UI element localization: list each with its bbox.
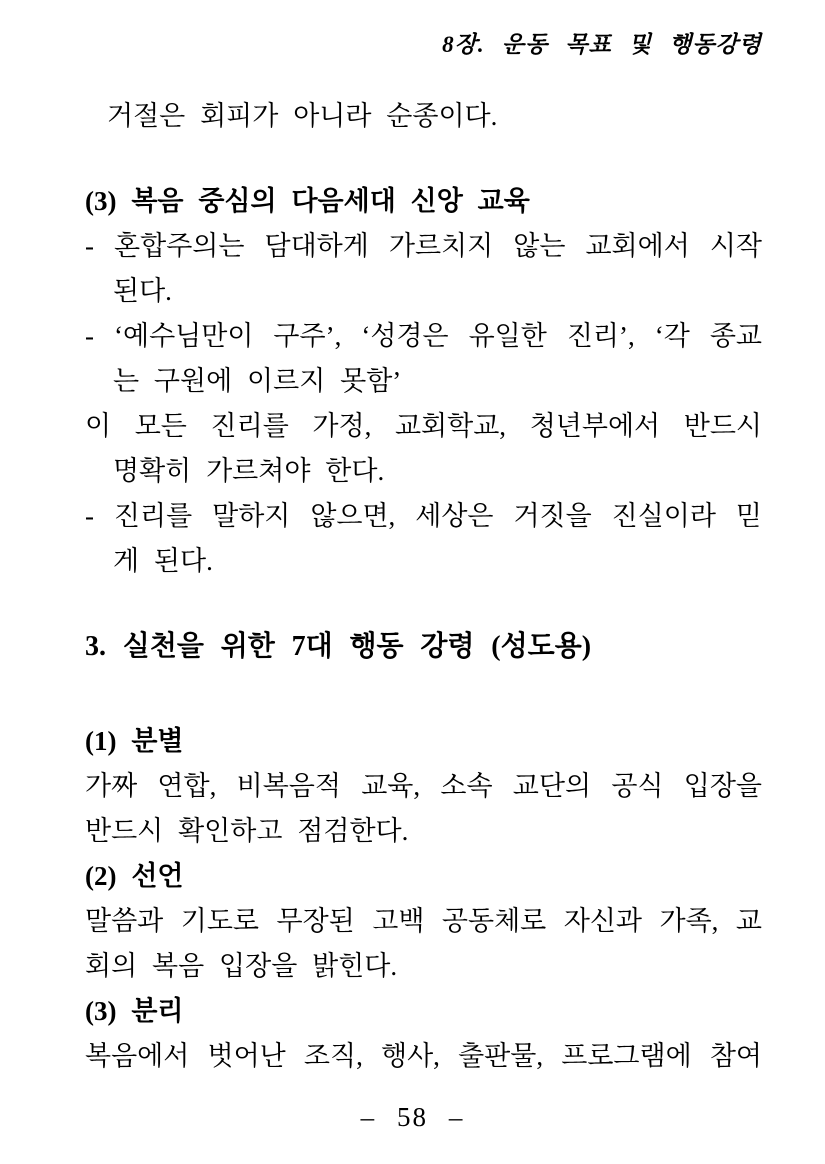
chapter-running-header: 8장. 운동 목표 및 행동강령 bbox=[442, 32, 762, 57]
list-line-continuation: 게 된다. bbox=[113, 546, 213, 576]
item-heading-3: (3) 분리 bbox=[85, 996, 184, 1026]
paragraph-line: 복음에서 벗어난 조직, 행사, 출판물, 프로그램에 참여 bbox=[85, 1041, 762, 1071]
paragraph-line: 반드시 확인하고 점검한다. bbox=[85, 816, 409, 846]
page-number: – 58 – bbox=[360, 1102, 465, 1132]
paragraph-line: 가짜 연합, 비복음적 교육, 소속 교단의 공식 입장을 bbox=[85, 771, 762, 801]
list-line-continuation: 된다. bbox=[113, 276, 172, 306]
item-heading-1: (1) 분별 bbox=[85, 726, 184, 756]
subsection-heading-3: (3) 복음 중심의 다음세대 신앙 교육 bbox=[85, 186, 530, 216]
list-line: - 혼합주의는 담대하게 가르치지 않는 교회에서 시작 bbox=[85, 231, 762, 261]
page-content bbox=[85, 94, 762, 1079]
item-heading-2: (2) 선언 bbox=[85, 861, 184, 891]
paragraph-line-continuation: 명확히 가르쳐야 한다. bbox=[113, 456, 385, 486]
intro-paragraph-line: 거절은 회피가 아니라 순종이다. bbox=[107, 101, 498, 131]
list-line: - ‘예수님만이 구주’, ‘성경은 유일한 진리’, ‘각 종교 bbox=[85, 321, 762, 351]
section-heading-3: 3. 실천을 위한 7대 행동 강령 (성도용) bbox=[85, 631, 592, 662]
list-line-continuation: 는 구원에 이르지 못함’ bbox=[113, 366, 402, 396]
paragraph-line: 말씀과 기도로 무장된 고백 공동체로 자신과 가족, 교 bbox=[85, 906, 762, 936]
paragraph-line: 이 모든 진리를 가정, 교회학교, 청년부에서 반드시 bbox=[85, 411, 762, 441]
paragraph-line: 회의 복음 입장을 밝힌다. bbox=[85, 951, 398, 981]
list-line: - 진리를 말하지 않으면, 세상은 거짓을 진실이라 믿 bbox=[85, 501, 762, 531]
